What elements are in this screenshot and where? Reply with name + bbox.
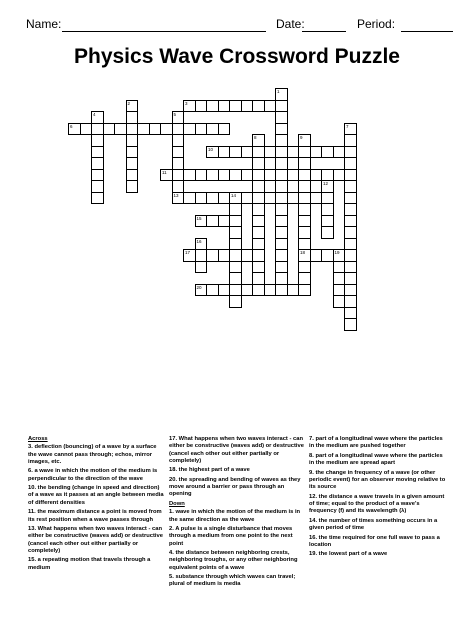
crossword-cell[interactable] bbox=[183, 249, 196, 262]
crossword-cell[interactable] bbox=[333, 146, 346, 159]
crossword-cell[interactable] bbox=[91, 192, 104, 205]
crossword-cell[interactable] bbox=[264, 146, 277, 159]
clue-across-11: 11. the maximum distance a point is moved from its rest position when a wave passes through bbox=[28, 509, 162, 523]
clue-number: 17 bbox=[185, 250, 191, 255]
clue-across-20: 20. the spreading and bending of waves as they move around a barrier or pass through an opening bbox=[169, 476, 301, 498]
crossword-cell[interactable] bbox=[218, 215, 231, 228]
down-heading: Down bbox=[169, 500, 185, 507]
crossword-cell[interactable] bbox=[241, 146, 254, 159]
clue-number: 13 bbox=[173, 192, 179, 198]
crossword-cell[interactable] bbox=[264, 284, 277, 297]
period-label: Period: bbox=[357, 17, 396, 31]
clue-number: 18 bbox=[300, 250, 306, 255]
clue-down-16: 16. the time required for one full wave to pass a location bbox=[309, 534, 440, 548]
crossword-cell[interactable] bbox=[126, 180, 139, 193]
clue-number: 1 bbox=[277, 89, 280, 94]
crossword-cell[interactable] bbox=[218, 123, 231, 136]
clue-down-2: 2. A pulse is a single disturbance that moves through a medium from one point to the next point bbox=[169, 526, 293, 547]
crossword-cell[interactable] bbox=[321, 226, 334, 239]
crossword-cell[interactable] bbox=[160, 169, 173, 182]
clue-down-7: 7. part of a longitudinal wave where the particles in the medium are pushed together bbox=[309, 436, 443, 450]
crossword-cell[interactable] bbox=[241, 192, 254, 205]
clue-across-3: 3. deflection (bouncing) of a wave by a surface the wave cannot pass through; echos, mirror images, etc. bbox=[28, 444, 157, 465]
clue-across-17: 17. What happens when two waves interact - can either be constructive (waves add) or destructive (cancel each other out either partially or completely) bbox=[169, 436, 304, 464]
clues-column-2 bbox=[169, 436, 305, 591]
clue-across-6: 6. a wave in which the motion of the medium is perpendicular to the direction of the wave bbox=[28, 468, 158, 482]
crossword-cell[interactable] bbox=[264, 100, 277, 113]
crossword-cell[interactable] bbox=[344, 318, 357, 331]
clue-across-10: 10. the bending (change in speed and direction) of a wave as it passes at an angle between media of different densities bbox=[28, 485, 164, 506]
clue-across-13: 13. What happens when two waves interact - can either be constructive (waves add) or destructive (cancel each other out either partially or completely) bbox=[28, 526, 163, 554]
clue-down-12: 12. the distance a wave travels in a given amount of time; equal to the product of a wave's frequency (f) and its wavelength (λ) bbox=[309, 493, 445, 515]
clue-number: 19 bbox=[334, 250, 340, 255]
clues-column-1 bbox=[28, 436, 166, 574]
clue-number: 4 bbox=[93, 112, 96, 117]
clue-number: 16 bbox=[196, 238, 202, 244]
clue-down-9: 9. the change in frequency of a wave (or other periodic event) for an observer moving relative to its source bbox=[309, 469, 446, 491]
crossword-cell[interactable] bbox=[264, 169, 277, 182]
crossword-cell[interactable] bbox=[241, 249, 254, 262]
clue-number: 14 bbox=[231, 192, 237, 198]
clue-down-5: 5. substance through which waves can travel; plural of medium is media bbox=[169, 574, 296, 588]
clue-down-1: 1. wave in which the motion of the medium is in the same direction as the wave bbox=[169, 509, 301, 523]
name-label: Name: bbox=[26, 17, 62, 31]
name-field[interactable] bbox=[62, 31, 266, 32]
clue-down-14: 14. the number of times something occurs in a given period of time bbox=[309, 517, 438, 532]
crossword-cell[interactable] bbox=[218, 249, 231, 262]
clue-number: 20 bbox=[196, 284, 202, 290]
date-label: Date: bbox=[276, 17, 305, 31]
clue-across-18: 18. the highest part of a wave bbox=[169, 467, 250, 474]
clue-down-4: 4. the distance between neighboring crests, neighboring troughs, or any other neighboring equivalent points of a wave bbox=[169, 550, 298, 571]
page-title: Physics Wave Crossword Puzzle bbox=[73, 45, 400, 68]
crossword-cell[interactable] bbox=[333, 169, 346, 182]
crossword-cell[interactable] bbox=[310, 192, 323, 205]
clues-column-3 bbox=[309, 436, 447, 561]
crossword-cell[interactable] bbox=[195, 261, 208, 274]
crossword-cell[interactable] bbox=[333, 295, 346, 308]
clue-number: 9 bbox=[300, 135, 303, 140]
crossword-cell[interactable] bbox=[114, 123, 127, 136]
clue-number: 7 bbox=[346, 123, 349, 129]
crossword-cell[interactable] bbox=[160, 123, 173, 136]
clue-number: 3 bbox=[185, 100, 188, 106]
clue-number: 15 bbox=[196, 215, 202, 221]
crossword-cell[interactable] bbox=[80, 123, 93, 136]
clue-number: 5 bbox=[173, 112, 177, 117]
date-field[interactable] bbox=[302, 31, 346, 32]
clue-across-15: 15. a repeating motion that travels through a medium bbox=[28, 557, 151, 571]
student-info-header bbox=[26, 17, 466, 35]
period-field[interactable] bbox=[401, 31, 453, 32]
crossword-cell[interactable] bbox=[218, 284, 231, 297]
clue-number: 2 bbox=[127, 100, 131, 106]
clue-number: 8 bbox=[254, 135, 257, 140]
across-heading: Across bbox=[28, 436, 48, 442]
crossword-cell[interactable] bbox=[287, 146, 300, 159]
clue-number: 12 bbox=[323, 181, 329, 186]
clue-number: 6 bbox=[70, 123, 73, 129]
crossword-cell[interactable] bbox=[287, 169, 300, 182]
crossword-cell[interactable] bbox=[241, 169, 254, 182]
clue-number: 10 bbox=[208, 146, 214, 152]
crossword-cell[interactable] bbox=[229, 295, 242, 308]
clue-down-8: 8. part of a longitudinal wave where the particles in the medium are spread apart bbox=[309, 452, 443, 467]
clue-down-19: 19. the lowest part of a wave bbox=[309, 551, 388, 558]
crossword-cell[interactable] bbox=[298, 284, 311, 297]
clue-number: 11 bbox=[162, 169, 167, 175]
crossword-cell[interactable] bbox=[287, 192, 300, 205]
crossword-cell[interactable] bbox=[264, 192, 277, 205]
